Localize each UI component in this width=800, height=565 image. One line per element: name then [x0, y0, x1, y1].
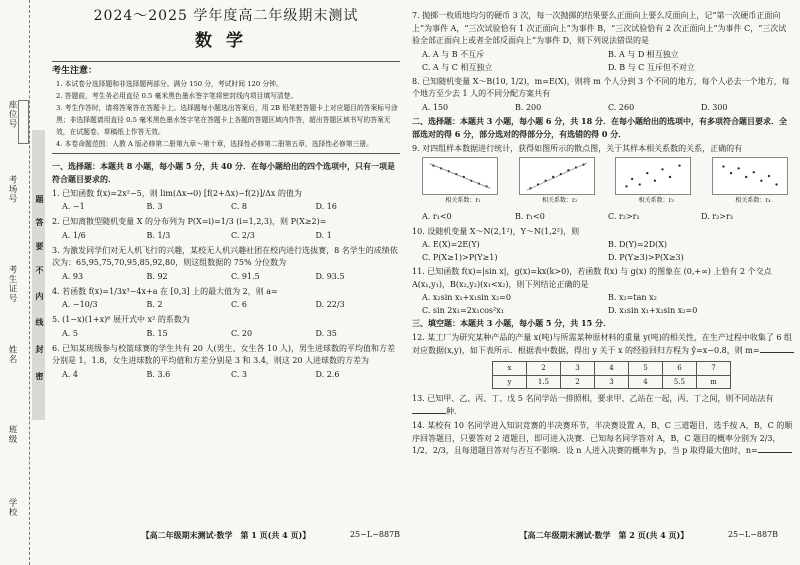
- seal-char: 不: [35, 266, 45, 274]
- question-6-options: [52, 368, 400, 382]
- option: A. 150: [422, 102, 449, 112]
- footer-text: 【高二年级期末测试·数学 第 2 页(共 4 页)】: [519, 530, 689, 540]
- table-cell: 3: [561, 362, 595, 376]
- question-1-options: [52, 200, 400, 214]
- table-cell: 4: [629, 375, 663, 389]
- scatter-plot-2: [519, 157, 601, 208]
- answer-blank: [758, 452, 792, 453]
- notice-heading: 考生注意：: [52, 66, 98, 76]
- question-9-options: [412, 210, 794, 224]
- option: C. sin 2x₁=2x₁cos²x₁: [422, 306, 504, 315]
- notice-item: 4. 本卷命题范围：人教 A 版必修第二册第九章～第十章，选择性必修第二册第五章，选择性必修第三册。: [56, 139, 373, 148]
- data-table: [492, 361, 731, 389]
- scatter-plot-1: [422, 157, 504, 208]
- seal-char: 要: [35, 242, 45, 250]
- seal-char: 题: [35, 195, 45, 203]
- option: A. E(X)=2E(Y): [422, 240, 480, 249]
- option: D. 93.5: [315, 271, 345, 281]
- question-12-stem: 12. 某工厂为研究某种产品的产量 x(吨)与所需某种原材料的重量 y(吨)的相关性，在生产过程中收集了 6 组对应数据(x,y)，如下表所示．根据表中数据，得出 y 关于 x 的经验回归方程为 ŷ=x−0.8，则 m=: [412, 333, 793, 355]
- footer-text: 【高二年级期末测试·数学 第 1 页(共 4 页)】: [141, 530, 311, 540]
- plot-caption: 相关系数：r₁: [445, 197, 481, 204]
- option: D. 22/3: [315, 300, 345, 309]
- option: B. 2: [146, 300, 163, 309]
- option: C. r₂>r₁: [608, 211, 640, 221]
- table-cell: 7: [697, 362, 731, 376]
- option: A. 4: [62, 369, 78, 379]
- question-11-options: [412, 291, 794, 317]
- option: A. 93: [62, 271, 84, 281]
- option: B. 200: [515, 102, 542, 112]
- notice-item: 2. 答题前，考生务必用直径 0.5 毫米黑色墨水签字笔将密封线内项目填写清楚。: [56, 91, 298, 100]
- option: C. P(X≥1)>P(Y≥1): [422, 253, 498, 262]
- option: D. P(Y≥3)>P(X≥3): [608, 253, 684, 262]
- question-7-options: [412, 48, 794, 74]
- option: B. 1/3: [146, 230, 171, 240]
- question-11: 11. 已知函数 f(x)=|sin x|，g(x)=kx(k>0)，若函数 f(x) 与 g(x) 的图象在 (0,+∞) 上恰有 2 个交点 A(x₁,y₁)，B(x₂,y₂)(x₁<x₂)，则下列结论正确的是: [412, 267, 772, 289]
- option: C. 6: [231, 300, 248, 309]
- table-row-x: [493, 362, 731, 376]
- option: C. A 与 C 相互独立: [422, 62, 493, 72]
- plot-caption: 相关系数：r₄: [735, 197, 771, 204]
- option: B. 3: [146, 202, 163, 211]
- option: A. r₁<0: [422, 211, 452, 221]
- option: D. r₂>r₃: [701, 211, 733, 221]
- subject-title: 数学: [195, 30, 257, 51]
- section-3-heading: 三、填空题：本题共 3 小题，每小题 5 分，共 15 分．: [412, 318, 611, 328]
- page-1: [52, 8, 400, 382]
- option: B. 3.6: [146, 369, 171, 379]
- seal-char: 密: [35, 372, 45, 380]
- table-cell: 5.5: [663, 375, 697, 389]
- question-2: 2. 已知离散型随机变量 X 的分布列为 P(X=i)=1/3 (i=1,2,3)，则 P(X≥2)=: [52, 217, 327, 226]
- section-2-heading: 二、选择题：本题共 3 小题，每小题 6 分，共 18 分．在每小题给出的选项中，有多项符合题目要求．全部选对的得 6 分，部分选对的得部分分，有选错的得 0 分．: [412, 115, 787, 139]
- exam-title: 2024～2025 学年度高二年级期末测试: [93, 8, 359, 24]
- question-14-stem: 14. 某校有 10 名同学进入知识竞赛的半决赛环节，半决赛设置 A，B，C 三道题目，选手按 A，B，C 的顺序回答题目，只要答对 2 道题目，即可进入决赛．已知每名同学答对 A，B，C 题目的概率分别为 2/3，1/2，2/3，且每道题目答对与否互不影响．设 n 人进入决赛的概率为 p，当 p 取得最大值时，n=: [412, 421, 793, 455]
- table-cell: 2: [561, 375, 595, 389]
- school-label: 学校: [7, 498, 17, 517]
- seal-char: 内: [35, 292, 45, 300]
- question-12: [412, 332, 794, 357]
- seat-box: [18, 100, 29, 144]
- question-9: 9. 对四组样本数据进行统计，获得如图所示的散点图，关于其样本相关系数的关系，正确的有: [412, 143, 743, 153]
- page-2-footer: [430, 530, 778, 541]
- option: A. x₂sin x₁+x₁sin x₂=0: [422, 293, 511, 302]
- section-1-heading: 一、选择题：本题共 8 小题，每小题 5 分，共 40 分．在每小题给出的四个选项中，只有一项是符合题目要求的．: [52, 160, 395, 184]
- question-13-stem: 13. 已知甲、乙、丙、丁、戊 5 名同学站一排照相，要求甲、乙站在一起，丙、丁之间，则不同站法有: [412, 394, 774, 403]
- question-13-tail: 种．: [446, 406, 462, 416]
- question-5: 5. (1−x)(1+x)⁶ 展开式中 x² 的系数为: [52, 315, 190, 324]
- seal-char: 封: [35, 345, 45, 353]
- option: D. 2.6: [315, 369, 340, 379]
- scatter-graphic: [519, 157, 595, 195]
- seat-label: 座位号: [7, 100, 17, 129]
- room-label: 考场号: [7, 175, 17, 204]
- question-1: 1. 已知函数 f(x)=2x²−5，则 lim(Δx→0) [f(2+Δx)−f(2)]/Δx 的值为: [52, 188, 302, 198]
- option: A. −1: [62, 202, 85, 211]
- option: C. 8: [231, 202, 248, 211]
- option: A. 1/6: [62, 230, 86, 240]
- notice-item: 1. 本试卷分选择题和非选择题两部分。满分 150 分，考试时间 120 分钟。: [56, 79, 283, 88]
- option: D. 16: [315, 202, 337, 211]
- question-10: 10. 设随机变量 X～N(2,1²)，Y～N(1,2²)，则: [412, 226, 580, 236]
- table-cell: x: [493, 362, 527, 376]
- question-6: 6. 已知某班级参与校篮球赛的学生共有 20 人(男生、女生各 10 人)，男生进球数的平均值和方差分别是 1，1.8，女生进球数的平均值和方差分别是 3 和 3.4，则这 20 人进球数的方差为: [52, 343, 395, 365]
- footer-code: 25−L−887B: [349, 530, 400, 539]
- question-4-options: [52, 298, 400, 312]
- question-5-options: [52, 327, 400, 341]
- answer-blank: [760, 352, 794, 353]
- table-cell: 5: [629, 362, 663, 376]
- page-1-footer: [52, 530, 400, 541]
- table-cell: 6: [663, 362, 697, 376]
- option: D. 1: [315, 230, 332, 240]
- table-cell: 2: [527, 362, 561, 376]
- option: B. r₁<0: [515, 211, 545, 221]
- answer-blank: [412, 413, 446, 414]
- table-cell: 3: [595, 375, 629, 389]
- question-4: 4. 若函数 f(x)=1/3x³−4x+a 在 [0,3] 上的最大值为 2，则 a=: [52, 286, 278, 296]
- option: C. 91.5: [231, 271, 260, 281]
- table-cell: m: [697, 375, 731, 389]
- option: B. 92: [146, 271, 168, 281]
- notice-item: 3. 考生作答时，请将答案答在答题卡上。选择题每小题选出答案后，用 2B 铅笔把答题卡上对应题目的答案标号涂黑；非选择题请用直径 0.5 毫米黑色墨水签字笔在答题卡上各题的答题区域内作答，超出答题区域书写的答案无效，在试题卷、草稿纸上作答无效。: [56, 103, 398, 136]
- question-10-options: [412, 238, 794, 264]
- option: B. 15: [146, 328, 168, 338]
- option: D. 300: [701, 102, 728, 112]
- seal-char: 答: [35, 218, 45, 226]
- question-3-options: [52, 270, 400, 284]
- option: D. x₁sin x₁+x₂sin x₂=0: [608, 306, 698, 315]
- option: C. 2/3: [231, 230, 255, 240]
- option: B. x₂=tan x₂: [608, 293, 657, 302]
- scatter-plots: [412, 157, 794, 208]
- option: D. 35: [315, 328, 337, 338]
- table-cell: y: [493, 375, 527, 389]
- question-8: 8. 已知随机变量 X～B(10, 1/2)，m=E(X)，则将 m 个人分到 3 个不同的地方，每个人必去一个地方，每个地方至少去 1 人的不同分配方案共有: [412, 76, 790, 98]
- option: C. 260: [608, 102, 635, 112]
- option: A. A 与 B 不互斥: [422, 49, 485, 59]
- option: B. D(Y)=2D(X): [608, 240, 668, 249]
- option: B. A 与 D 相互独立: [608, 49, 679, 59]
- question-2-options: [52, 229, 400, 243]
- binding-strip: [0, 0, 30, 565]
- scatter-graphic: [712, 157, 788, 195]
- table-cell: 4: [595, 362, 629, 376]
- notice-box: [52, 61, 400, 154]
- option: C. 20: [231, 328, 253, 338]
- option: A. −10/3: [62, 300, 98, 309]
- exam-id-label: 考生证号: [7, 265, 17, 303]
- name-label: 姓名: [7, 345, 17, 364]
- scatter-plot-3: [615, 157, 697, 208]
- scatter-plot-4: [712, 157, 794, 208]
- question-13: [412, 393, 794, 418]
- option: C. 3: [231, 369, 248, 379]
- footer-code: 25−L−887B: [727, 530, 778, 539]
- page-2: [412, 8, 794, 458]
- seal-char: 线: [35, 318, 45, 326]
- scatter-graphic: [615, 157, 691, 195]
- plot-caption: 相关系数：r₂: [542, 197, 578, 204]
- option: A. 5: [62, 328, 78, 338]
- question-8-options: [412, 101, 794, 115]
- question-7: 7. 抛掷一枚质地均匀的硬币 3 次，每一次抛掷的结果要么正面向上要么反面向上，记“第一次硬币正面向上”为事件 A，“三次试验恰有 1 次正面向上”为事件 B，“三次试验恰有 2 次正面向上”为事件 C，“三次试验全部正面向上或者全部反面向上”为事件 D，则下列说法错误的是: [412, 11, 787, 45]
- plot-caption: 相关系数：r₃: [638, 197, 674, 204]
- table-cell: 1.5: [527, 375, 561, 389]
- question-14: [412, 420, 794, 458]
- scatter-graphic: [422, 157, 498, 195]
- option: D. B 与 C 互斥但不对立: [608, 62, 695, 72]
- class-label: 班级: [7, 425, 17, 444]
- question-3: 3. 为激发同学们对无人机飞行的兴趣，某校无人机兴趣社团在校内进行选拔赛，8 名学生的成绩依次为：65,95,75,70,95,85,92,80，则这组数据的 75% 分位数为: [52, 245, 398, 267]
- table-row-y: [493, 375, 731, 389]
